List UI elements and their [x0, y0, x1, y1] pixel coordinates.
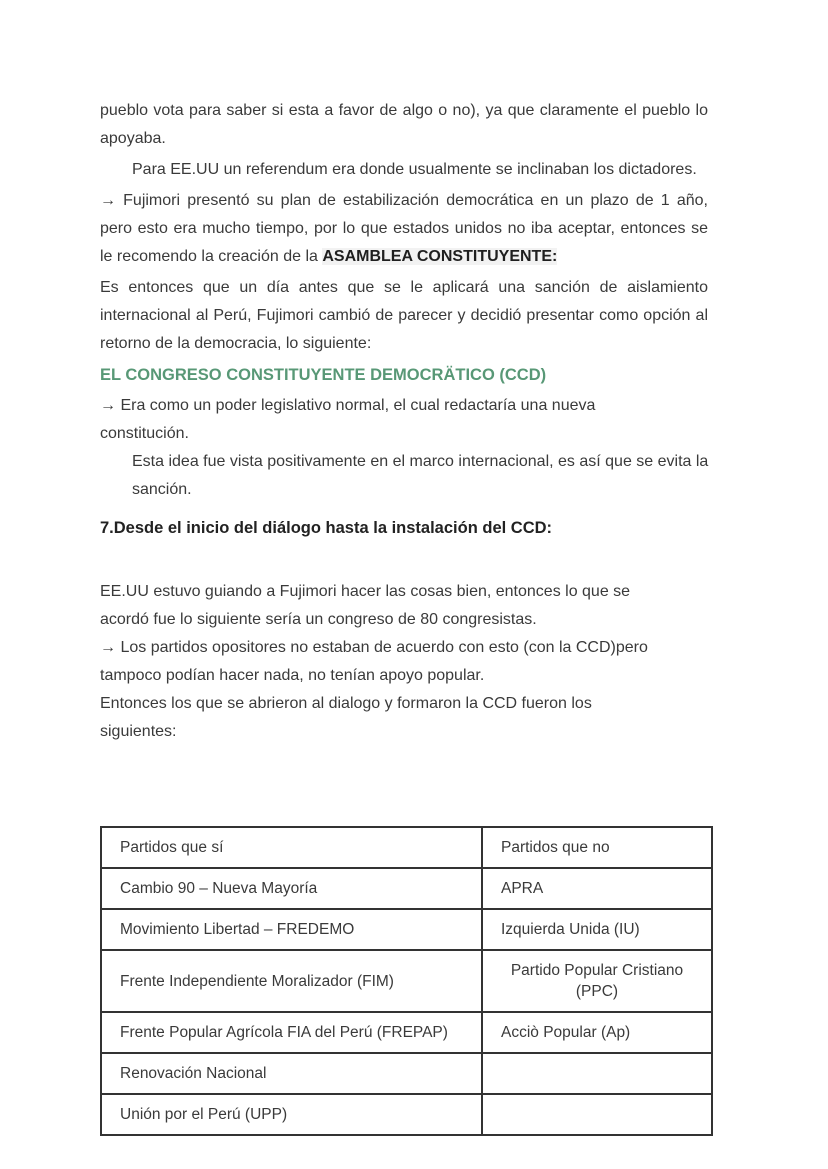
- table-cell: Frente Popular Agrícola FIA del Perú (FREPAP): [101, 1012, 482, 1053]
- heading-section-7: 7.Desde el inicio del diálogo hasta la instalación del CCD:: [100, 519, 553, 537]
- table-cell: Acciò Popular (Ap): [482, 1012, 712, 1053]
- paragraph-partidos-opositores: → Los partidos opositores no estaban de acuerdo con esto (con la CCD)pero tampoco podían hacer nada, no tenían apoyo popular.: [100, 639, 648, 684]
- table-cell: Movimiento Libertad – FREDEMO: [101, 909, 482, 950]
- table-cell: Izquierda Unida (IU): [482, 909, 712, 950]
- heading-ccd-green: EL CONGRESO CONSTITUYENTE DEMOCRÄTICO (CCD): [100, 366, 547, 384]
- paragraph-entonces-dialogo: Entonces los que se abrieron al dialogo y formaron la CCD fueron los siguientes:: [100, 695, 592, 740]
- parties-table: [100, 826, 713, 1136]
- table-cell: [482, 1053, 712, 1094]
- document-content: [100, 97, 708, 1136]
- paragraph-sancion: Es entonces que un día antes que se le aplicará una sanción de aislamiento internacional al Perú, Fujimori cambió de parecer y decidió presentar como opción al retorno de la democracia, lo siguiente:: [100, 279, 708, 352]
- paragraph-fujimori-plan: [100, 187, 708, 271]
- table-cell: Renovación Nacional: [101, 1053, 482, 1094]
- table-cell: Cambio 90 – Nueva Mayoría: [101, 868, 482, 909]
- table-row: [101, 1012, 712, 1053]
- paragraph-poder-legislativo: → Era como un poder legislativo normal, el cual redactaría una nueva constitución.: [100, 397, 596, 442]
- table-row: [101, 868, 712, 909]
- table-row: [101, 1053, 712, 1094]
- table-row: [101, 909, 712, 950]
- asamblea-constituyente-bold-text: ASAMBLEA CONSTITUYENTE:: [322, 248, 558, 265]
- paragraph-referendum: Para EE.UU un referendum era donde usualmente se inclinaban los dictadores.: [132, 161, 697, 178]
- table-cell: APRA: [482, 868, 712, 909]
- table-row: [101, 950, 712, 1012]
- table-cell: [482, 1094, 712, 1135]
- table-cell: Frente Independiente Moralizador (FIM): [101, 950, 482, 1012]
- table-header-row: [101, 827, 712, 868]
- table-header-partidos-si: Partidos que sí: [101, 827, 482, 868]
- table-row: [101, 1094, 712, 1135]
- table-cell: Unión por el Perú (UPP): [101, 1094, 482, 1135]
- paragraph-idea-positiva: Esta idea fue vista positivamente en el marco internacional, es así que se evita la sanción.: [132, 453, 709, 498]
- table-cell: Partido Popular Cristiano (PPC): [482, 950, 712, 1012]
- paragraph-fujimori-plan-text: → Fujimori presentó su plan de estabilización democrática en un plazo de 1 año, pero esto era mucho tiempo, por lo que estados unidos no iba aceptar, entonces se le recomendo la creación de la: [100, 192, 708, 265]
- paragraph-continuation: pueblo vota para saber si esta a favor de algo o no), ya que claramente el pueblo lo apoyaba.: [100, 102, 708, 147]
- table-header-partidos-no: Partidos que no: [482, 827, 712, 868]
- paragraph-eeuu-guiando: EE.UU estuvo guiando a Fujimori hacer las cosas bien, entonces lo que se acordó fue lo siguiente sería un congreso de 80 congresistas.: [100, 583, 631, 628]
